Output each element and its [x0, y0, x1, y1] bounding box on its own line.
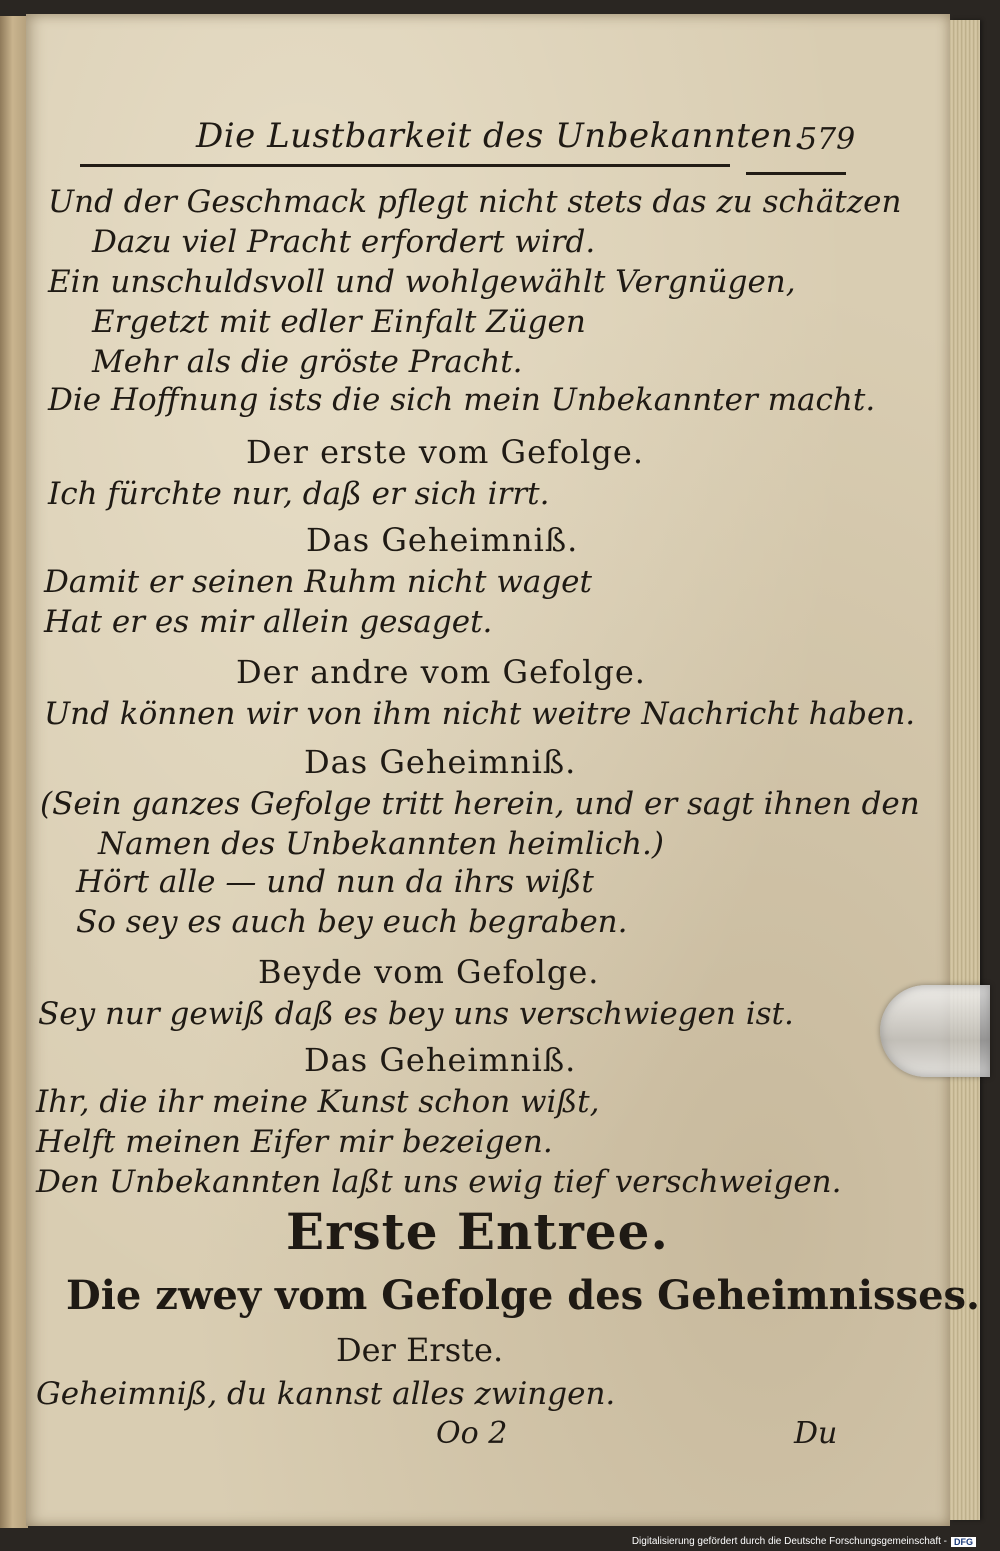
text-line: Und können wir von ihm nicht weitre Nachricht haben. — [44, 696, 916, 732]
text-line: Den Unbekannten laßt uns ewig tief verschweigen. — [36, 1164, 842, 1200]
text-line: Ich fürchte nur, daß er sich irrt. — [48, 476, 550, 512]
text-line: Hat er es mir allein gesaget. — [44, 604, 493, 640]
text-line: Ein unschuldsvoll und wohlgewählt Vergnügen, — [48, 264, 796, 300]
speaker-heading: Der erste vom Gefolge. — [246, 433, 644, 471]
page-clip — [880, 985, 990, 1077]
page-number: 579 — [798, 122, 856, 157]
digitization-credit — [632, 1536, 976, 1547]
signature-mark: Oo 2 — [436, 1416, 508, 1451]
running-title: Die Lustbarkeit des Unbekannten. — [196, 116, 805, 156]
text-line: (Sein ganzes Gefolge tritt herein, und er sagt ihnen den — [40, 786, 920, 822]
text-line: Helft meinen Eifer mir bezeigen. — [36, 1124, 553, 1160]
section-heading: Erste Entree. — [286, 1202, 669, 1261]
text-line: Sey nur gewiß daß es bey uns verschwiegen ist. — [38, 996, 794, 1032]
speaker-heading: Das Geheimniß. — [304, 743, 577, 781]
credit-text: Digitalisierung gefördert durch die Deutsche Forschungsgemeinschaft - — [631, 1536, 947, 1547]
text-line: Ihr, die ihr meine Kunst schon wißt, — [36, 1084, 600, 1120]
header-rule — [80, 164, 730, 167]
text-line: Dazu viel Pracht erfordert wird. — [92, 224, 596, 260]
text-line: Damit er seinen Ruhm nicht waget — [44, 564, 592, 600]
page-header — [56, 106, 856, 176]
speaker-heading: Der Erste. — [336, 1331, 504, 1369]
header-rule-short — [746, 172, 846, 175]
facing-page-edge — [0, 16, 28, 1528]
text-line: So sey es auch bey euch begraben. — [76, 904, 628, 940]
speaker-heading: Das Geheimniß. — [304, 1041, 577, 1079]
text-line: Und der Geschmack pflegt nicht stets das zu schätzen — [48, 184, 902, 220]
catchword: Du — [794, 1416, 838, 1451]
speaker-heading: Der andre vom Gefolge. — [236, 653, 646, 691]
dfg-logo: DFG — [951, 1537, 976, 1547]
text-line: Hört alle — und nun da ihrs wißt — [76, 864, 594, 900]
speaker-heading: Das Geheimniß. — [306, 521, 579, 559]
text-line: Namen des Unbekannten heimlich.) — [98, 826, 664, 862]
text-line: Geheimniß, du kannst alles zwingen. — [36, 1376, 616, 1412]
book-page — [26, 14, 980, 1526]
text-line: Die Hoffnung ists die sich mein Unbekannter macht. — [48, 382, 876, 418]
text-line: Mehr als die gröste Pracht. — [92, 344, 523, 380]
speaker-heading: Beyde vom Gefolge. — [258, 953, 600, 991]
text-line: Ergetzt mit edler Einfalt Zügen — [92, 304, 586, 340]
section-subheading: Die zwey vom Gefolge des Geheimnisses. — [66, 1272, 980, 1319]
